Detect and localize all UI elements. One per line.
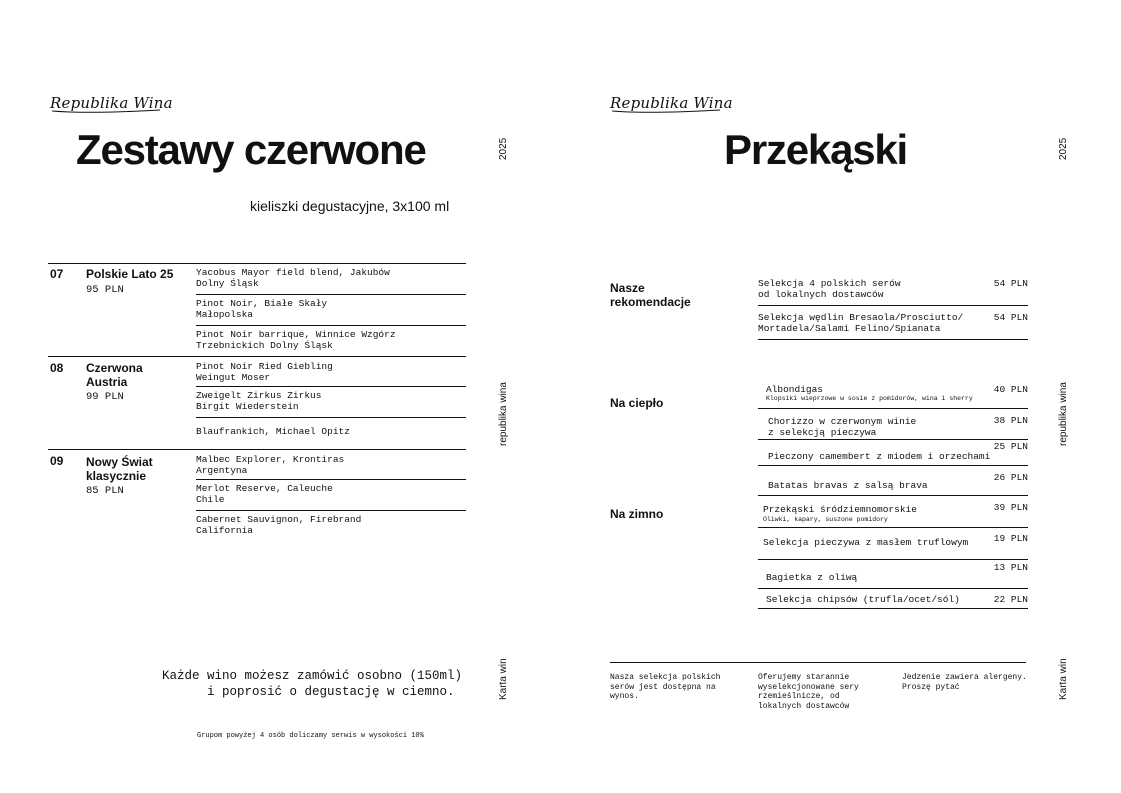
item-divider bbox=[758, 495, 1028, 496]
item-divider bbox=[758, 608, 1028, 609]
logo-text: Republika Wina bbox=[50, 94, 173, 112]
menu-item-price: 54 PLN bbox=[993, 278, 1028, 289]
brand-logo bbox=[610, 94, 733, 112]
wine-item: Pinot Noir Ried Giebling Weingut Moser bbox=[196, 361, 333, 383]
wine-item: Pinot Noir, Białe Skały Małopolska bbox=[196, 298, 328, 320]
menu-item: Przekąski śródziemnomorskie bbox=[763, 504, 917, 515]
menu-item: Chorizzo w czerwonym winie z selekcją pieczywa bbox=[768, 416, 917, 438]
set-price: 95 PLN bbox=[86, 284, 124, 296]
item-divider bbox=[758, 439, 1028, 440]
menu-item: Selekcja chipsów (trufla/ocet/sól) bbox=[766, 594, 960, 605]
set-divider bbox=[48, 356, 466, 357]
item-divider bbox=[758, 305, 1028, 306]
menu-item: Selekcja pieczywa z masłem truflowym bbox=[763, 537, 969, 548]
menu-item-description: Klopsiki wieprzowe w sosie z pomidorów, wina i sherry bbox=[766, 395, 973, 402]
set-name: Czerwona Austria bbox=[86, 361, 143, 389]
menu-item-price: 19 PLN bbox=[993, 533, 1028, 544]
set-price: 85 PLN bbox=[86, 485, 124, 497]
service-note: Grupom powyżej 4 osób doliczamy serwis w wysokości 10% bbox=[197, 732, 424, 740]
wine-divider bbox=[196, 479, 466, 480]
menu-item-price: 39 PLN bbox=[993, 502, 1028, 513]
menu-item-price: 13 PLN bbox=[993, 562, 1028, 573]
menu-item: Albondigas bbox=[766, 384, 824, 395]
item-divider bbox=[758, 559, 1028, 560]
wine-item: Merlot Reserve, Caleuche Chile bbox=[196, 483, 333, 505]
category-hot: Na ciepło bbox=[610, 396, 664, 410]
wine-item: Yacobus Mayor field blend, Jakubów Dolny Śląsk bbox=[196, 267, 390, 289]
menu-item: Selekcja 4 polskich serów od lokalnych dostawców bbox=[758, 278, 901, 300]
wine-item: Malbec Explorer, Krontiras Argentyna bbox=[196, 454, 345, 476]
year-label: 2025 bbox=[1058, 137, 1069, 160]
menu-item: Selekcja wędlin Bresaola/Prosciutto/ Mortadela/Salami Felino/Spianata bbox=[758, 312, 964, 334]
page-title: Zestawy czerwone bbox=[76, 126, 426, 173]
set-divider bbox=[48, 449, 466, 450]
menu-item-price: 38 PLN bbox=[993, 415, 1028, 426]
side-brand-label: republika wina bbox=[1058, 382, 1069, 446]
menu-item: Pieczony camembert z miodem i orzechami bbox=[768, 451, 991, 462]
page-subtitle: kieliszki degustacyjne, 3x100 ml bbox=[250, 198, 450, 214]
menu-item-price: 25 PLN bbox=[993, 441, 1028, 452]
set-divider bbox=[48, 263, 466, 264]
set-price: 99 PLN bbox=[86, 391, 124, 403]
footer-divider bbox=[610, 662, 1026, 663]
menu-item-price: 22 PLN bbox=[993, 594, 1028, 605]
order-note: Każde wino możesz zamówić osobno (150ml) i poprosić o degustację w ciemno. bbox=[162, 669, 463, 699]
footer-note: Nasza selekcja polskich serów jest dostępna na wynos. bbox=[610, 673, 721, 701]
menu-item-description: Oliwki, kapary, suszone pomidory bbox=[763, 516, 888, 523]
item-divider bbox=[758, 527, 1028, 528]
side-section-label: Karta win bbox=[498, 658, 509, 700]
wine-divider bbox=[196, 510, 466, 511]
side-brand-label: republika wina bbox=[498, 382, 509, 446]
logo-underline-icon bbox=[610, 108, 722, 114]
footer-note: Jedzenie zawiera alergeny. Proszę pytać bbox=[902, 673, 1027, 692]
wine-item: Blaufrankich, Michael Opitz bbox=[196, 426, 350, 437]
menu-item: Batatas bravas z salsą brava bbox=[768, 480, 928, 491]
wine-divider bbox=[196, 325, 466, 326]
category-cold: Na zimno bbox=[610, 507, 664, 521]
brand-logo bbox=[50, 94, 173, 112]
side-section-label: Karta win bbox=[1058, 658, 1069, 700]
category-recommendations: Nasze rekomendacje bbox=[610, 281, 691, 309]
footer-note: Oferujemy starannie wyselekcjonowane sery rzemieślnicze, od lokalnych dostawców bbox=[758, 673, 859, 711]
menu-item: Bagietka z oliwą bbox=[766, 572, 858, 583]
set-number: 07 bbox=[50, 267, 64, 281]
set-number: 09 bbox=[50, 454, 64, 468]
logo-text: Republika Wina bbox=[610, 94, 733, 112]
wine-item: Zweigelt Zirkus Zirkus Birgit Wiederstein bbox=[196, 390, 322, 412]
menu-item-price: 26 PLN bbox=[993, 472, 1028, 483]
wine-divider bbox=[196, 386, 466, 387]
set-name: Nowy Świat klasycznie bbox=[86, 455, 153, 483]
menu-item-price: 54 PLN bbox=[993, 312, 1028, 323]
logo-underline-icon bbox=[50, 108, 162, 114]
item-divider bbox=[758, 588, 1028, 589]
wine-divider bbox=[196, 294, 466, 295]
set-name: Polskie Lato 25 bbox=[86, 267, 174, 281]
menu-item-price: 40 PLN bbox=[993, 384, 1028, 395]
item-divider bbox=[758, 408, 1028, 409]
wine-divider bbox=[196, 417, 466, 418]
item-divider bbox=[758, 339, 1028, 340]
set-number: 08 bbox=[50, 361, 64, 375]
wine-item: Pinot Noir barrique, Winnice Wzgórz Trzebnickich Dolny Śląsk bbox=[196, 329, 396, 351]
page-title: Przekąski bbox=[724, 126, 908, 173]
item-divider bbox=[758, 465, 1028, 466]
wine-item: Cabernet Sauvignon, Firebrand California bbox=[196, 514, 362, 536]
year-label: 2025 bbox=[498, 137, 509, 160]
